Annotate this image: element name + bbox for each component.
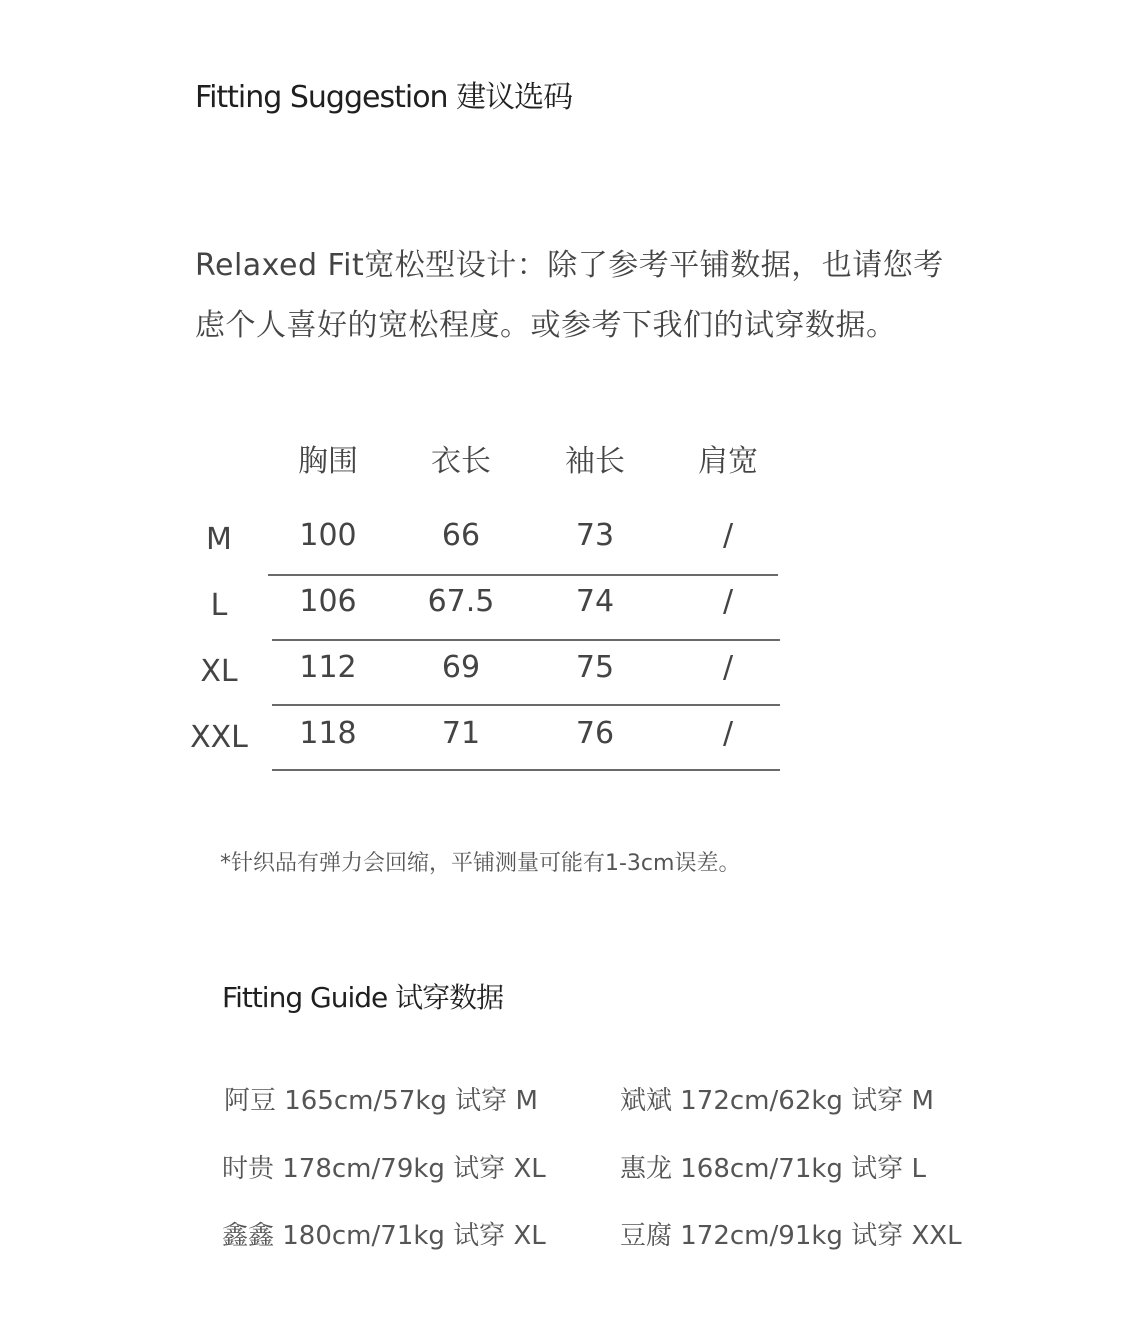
table-cell: 73 bbox=[575, 518, 615, 553]
description-line-2: 虑个人喜好的宽松程度。或参考下我们的试穿数据。 bbox=[195, 308, 897, 343]
fitting-entry: 斌斌 172cm/62kg 试穿 M bbox=[620, 1086, 934, 1116]
table-cell: 118 bbox=[299, 716, 357, 751]
table-cell: 112 bbox=[299, 650, 357, 685]
header-chest: 胸围 bbox=[298, 444, 358, 479]
size-label-xxl: XXL bbox=[190, 720, 248, 755]
table-cell: 76 bbox=[575, 716, 615, 751]
header-sleeve: 袖长 bbox=[565, 444, 625, 479]
table-cell: / bbox=[722, 518, 734, 553]
fitting-entry: 豆腐 172cm/91kg 试穿 XXL bbox=[620, 1221, 962, 1251]
table-cell: 69 bbox=[441, 650, 481, 685]
fitting-entry: 鑫鑫 180cm/71kg 试穿 XL bbox=[222, 1221, 546, 1251]
size-label-xl: XL bbox=[200, 654, 238, 689]
measurement-note: *针织品有弹力会回缩，平铺测量可能有1-3cm误差。 bbox=[220, 851, 741, 876]
table-cell: / bbox=[722, 716, 734, 751]
table-row-divider bbox=[268, 574, 778, 576]
size-label-l: L bbox=[210, 588, 228, 623]
fitting-guide-title: Fitting Guide 试穿数据 bbox=[222, 981, 504, 1014]
table-cell: 100 bbox=[299, 518, 357, 553]
table-row-divider bbox=[272, 704, 780, 706]
table-row-divider bbox=[272, 769, 780, 771]
table-cell: 75 bbox=[575, 650, 615, 685]
table-cell: 71 bbox=[441, 716, 481, 751]
fitting-entry: 阿豆 165cm/57kg 试穿 M bbox=[224, 1086, 538, 1116]
table-row-divider bbox=[272, 639, 780, 641]
table-cell: 66 bbox=[441, 518, 481, 553]
page-title: Fitting Suggestion 建议选码 bbox=[195, 80, 573, 115]
header-shoulder: 肩宽 bbox=[698, 444, 758, 479]
table-cell: / bbox=[722, 584, 734, 619]
table-cell: 106 bbox=[299, 584, 357, 619]
description-line-1: Relaxed Fit宽松型设计：除了参考平铺数据，也请您考 bbox=[195, 248, 944, 283]
table-cell: 74 bbox=[575, 584, 615, 619]
size-label-m: M bbox=[206, 522, 232, 557]
table-cell: / bbox=[722, 650, 734, 685]
table-cell: 67.5 bbox=[427, 584, 495, 619]
fitting-entry: 惠龙 168cm/71kg 试穿 L bbox=[620, 1154, 926, 1184]
fitting-entry: 时贵 178cm/79kg 试穿 XL bbox=[222, 1154, 546, 1184]
header-length: 衣长 bbox=[431, 444, 491, 479]
